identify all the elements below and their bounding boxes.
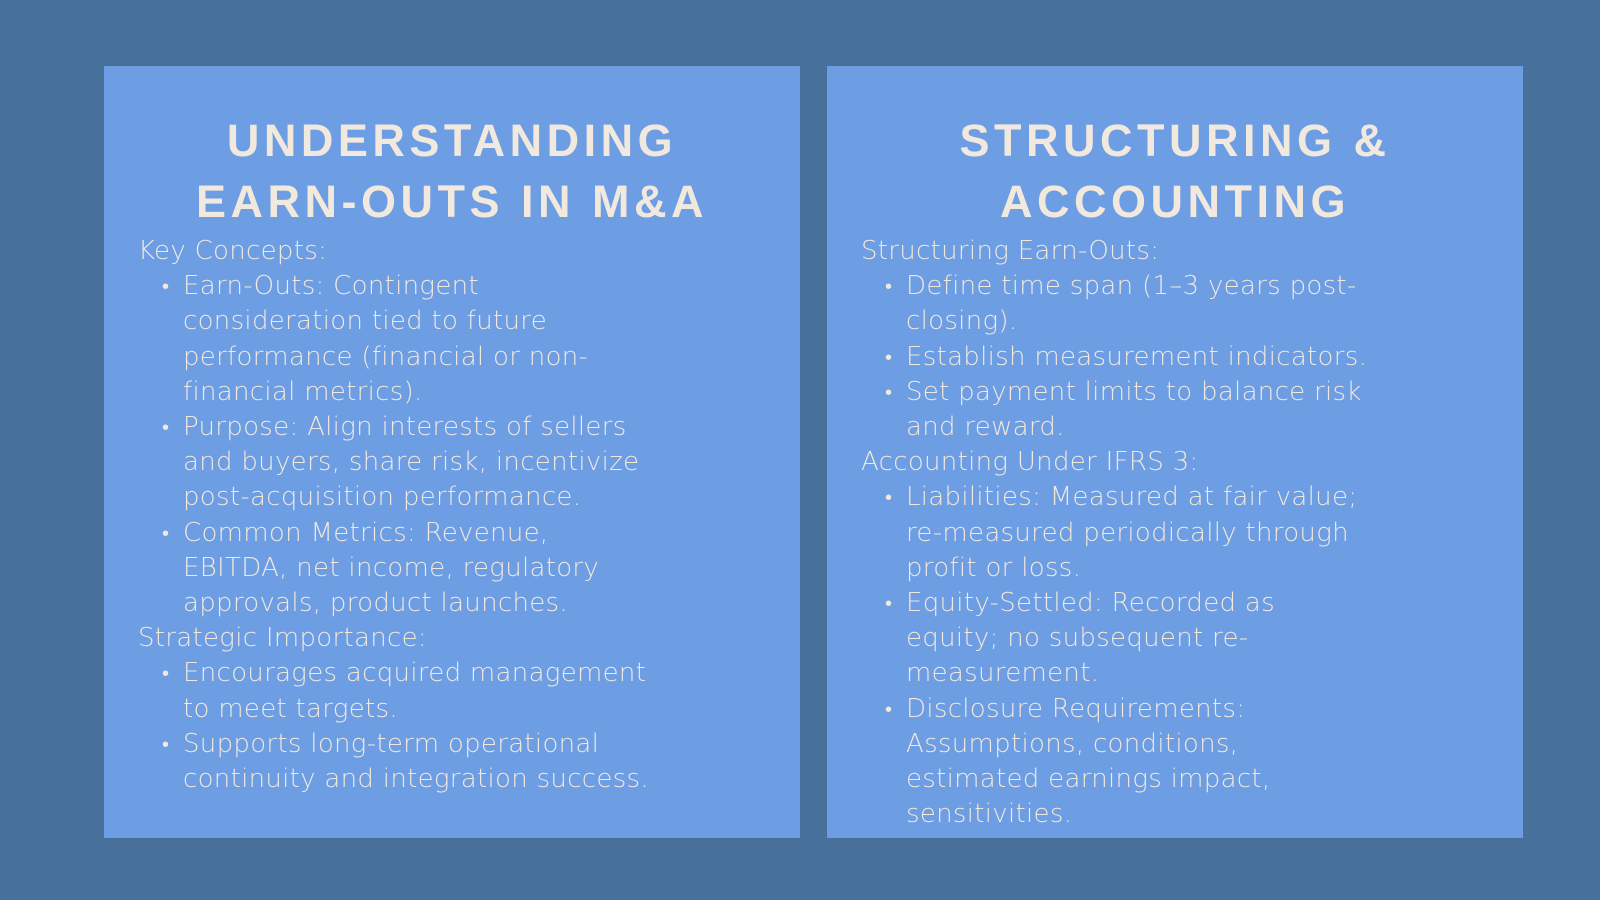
item-line: Encourages acquired management (183, 658, 647, 689)
bullet-icon: • (885, 591, 893, 616)
bullet-icon: • (885, 485, 893, 510)
list-item (138, 410, 800, 516)
list-item (138, 269, 800, 410)
list-item (861, 340, 1523, 375)
right-body (861, 234, 1523, 832)
item-line: Common Metrics: Revenue, (183, 517, 549, 548)
item-line: measurement. (906, 658, 1100, 689)
list-item (861, 692, 1523, 833)
section-heading: Accounting Under IFRS 3: (861, 447, 1199, 478)
item-line: performance (financial or non- (183, 341, 589, 372)
item-line: sensitivities. (906, 799, 1073, 830)
item-line: Establish measurement indicators. (906, 341, 1368, 372)
bullet-icon: • (162, 274, 170, 299)
list-item (861, 269, 1523, 339)
title-line: ACCOUNTING (1000, 176, 1350, 227)
section-heading: Key Concepts: (138, 236, 328, 266)
section-heading: Strategic Importance: (138, 623, 427, 654)
list-item (138, 516, 800, 622)
item-line: and reward. (906, 412, 1065, 443)
item-line: approvals, product launches. (183, 588, 568, 619)
bullet-icon: • (162, 520, 170, 545)
item-line: Disclosure Requirements: (906, 693, 1246, 724)
item-line: estimated earnings impact, (906, 764, 1271, 795)
item-line: Supports long-term operational (183, 728, 600, 759)
left-panel (104, 66, 800, 838)
title-line: STRUCTURING & (959, 115, 1391, 166)
bullet-icon: • (885, 379, 893, 404)
item-line: financial metrics). (183, 376, 423, 407)
item-line: re-measured periodically through (906, 517, 1349, 548)
item-line: consideration tied to future (183, 306, 548, 337)
list-item (138, 727, 800, 797)
list-item (138, 656, 800, 726)
section-heading: Structuring Earn-Outs: (861, 236, 1160, 266)
item-line: equity; no subsequent re- (906, 623, 1249, 654)
item-line: Liabilities: Measured at fair value; (906, 482, 1358, 513)
item-line: EBITDA, net income, regulatory (183, 552, 600, 583)
item-line: profit or loss. (906, 552, 1082, 583)
item-line: Assumptions, conditions, (906, 728, 1239, 759)
title-line: EARN-OUTS IN M&A (196, 176, 708, 227)
item-line: post-acquisition performance. (183, 482, 582, 513)
item-line: Equity-Settled: Recorded as (906, 588, 1275, 619)
right-title (861, 110, 1489, 232)
bullet-icon: • (162, 661, 170, 686)
item-line: Earn-Outs: Contingent (183, 271, 479, 302)
item-line: Purpose: Align interests of sellers (183, 412, 627, 443)
item-line: to meet targets. (183, 693, 398, 724)
item-line: Define time span (1–3 years post- (906, 271, 1357, 302)
bullet-icon: • (885, 274, 893, 299)
right-panel (827, 66, 1523, 838)
list-item (861, 586, 1523, 692)
item-line: Set payment limits to balance risk (906, 376, 1362, 407)
item-line: closing). (906, 306, 1018, 337)
item-line: continuity and integration success. (183, 764, 649, 795)
bullet-icon: • (162, 415, 170, 440)
item-line: and buyers, share risk, incentivize (183, 447, 640, 478)
bullet-icon: • (885, 696, 893, 721)
bullet-icon: • (162, 731, 170, 756)
bullet-icon: • (885, 344, 893, 369)
left-title (138, 110, 766, 232)
list-item (861, 375, 1523, 445)
title-line: UNDERSTANDING (226, 115, 678, 166)
left-body (138, 234, 800, 797)
list-item (861, 480, 1523, 586)
